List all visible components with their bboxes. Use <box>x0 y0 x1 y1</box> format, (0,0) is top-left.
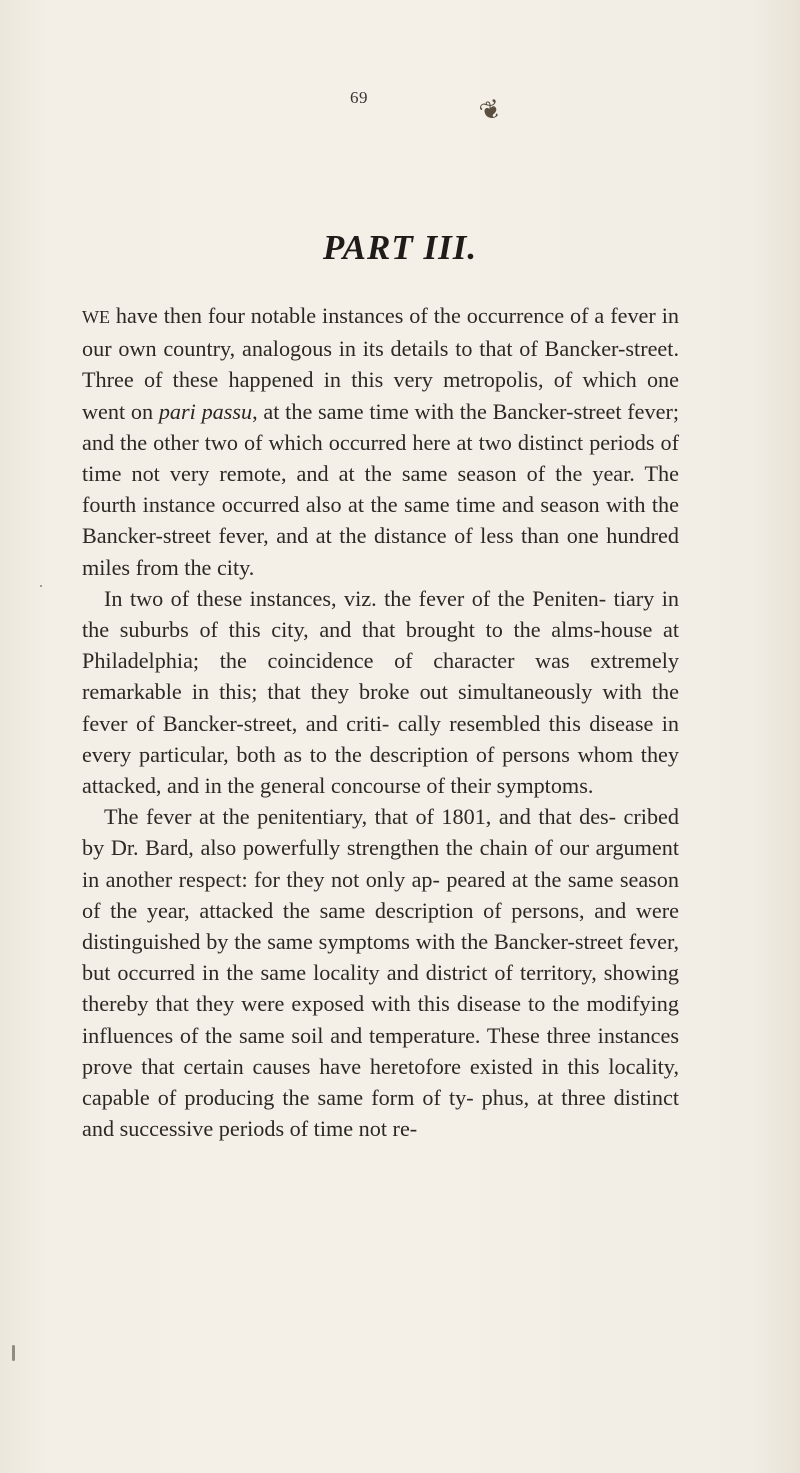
paragraph-text: The fever at the penitentiary, that of 1801, and that des- cribed by Dr. Bard, also powerfully strengthen the chain of our argument in another respect: for they not only ap- peared at the same season of the year, attacked the same description of persons, and were distinguished by the same symptoms with the Bancker-street fever, but occurred in the same locality and district of territory, showing thereby that they were exposed with this disease to the modifying influences of the same soil and temperature. These three instances prove that certain causes have heretofore existed in this locality, capable of producing the same form of ty- phus, at three distinct and successive periods of time not re- <box>82 804 679 1142</box>
paper-speck <box>40 585 42 587</box>
paragraph-text: have then four notable instances of the occurrence of a fever in our own country, analogous in its details to that of Bancker-street. Three of these happened in this very metropolis, of which one went on pari passu, at the same time with the Bancker-street fever; and the other two of which occurred here at two distinct periods of time not very remote, and at the same season of the year. The fourth instance occurred also at the same time and season with the Bancker-street fever, and at the distance of less than one hundred miles from the city. <box>82 303 679 580</box>
body-text <box>82 300 679 1144</box>
ink-mark-icon: ❦ <box>475 93 506 128</box>
paragraph-lead: WE <box>82 307 110 327</box>
paragraph-2 <box>82 583 679 801</box>
paragraph-1 <box>82 300 679 583</box>
paragraph-text: In two of these instances, viz. the fever of the Peniten- tiary in the suburbs of this city, and that brought to the alms-house at Philadelphia; the coincidence of character was extremely remarkable in this; that they broke out simultaneously with the fever of Bancker-street, and criti- cally resembled this disease in every particular, both as to the description of persons whom they attacked, and in the general concourse of their symptoms. <box>82 585 679 799</box>
paragraph-3 <box>82 801 679 1144</box>
paper-speck <box>12 1345 15 1361</box>
latin-phrase: pari passu <box>158 398 253 424</box>
part-heading: PART III. <box>322 228 478 267</box>
page-number: 69 <box>350 88 368 107</box>
